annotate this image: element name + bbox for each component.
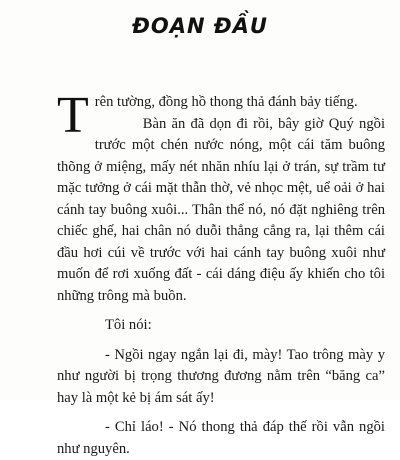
opening-paragraph bbox=[57, 87, 385, 144]
paragraph-toi-noi: Tôi nói: bbox=[105, 317, 152, 333]
drop-cap: T bbox=[57, 87, 89, 144]
opening-line: rên tường, đồng hồ thong thả đánh bảy tiếng. bbox=[94, 94, 358, 110]
chapter-body bbox=[57, 87, 385, 460]
paragraph-dialog-1: - Ngồi ngay ngắn lại đi, mày! Tao trông mày y như người bị trọng thương đương nằm trên “băng ca” hay là một kẻ bị ám sát ấy! bbox=[57, 346, 385, 406]
chapter-title: ĐOẠN ĐẦU bbox=[132, 14, 268, 38]
paragraph-dialog-2: - Chỉ láo! - Nó thong thả đáp thế rồi vẫn ngồi như nguyên. bbox=[57, 419, 385, 457]
paragraph-description: Bàn ăn đã dọn đi rồi, bây giờ Quý ngồi trước một chén nước nóng, một cái tăm buông thõng ở miệng, mấy nét nhăn nhíu lại ở trán, sự trầm tư mặc tưởng ở cái mặt thẫn thờ, vẻ nhọc mệt, uể oải ở hai cánh tay buông xuôi... Thân thể nó, nó đặt nghiêng trên chiếc ghế, hai chân nó duỗi thẳng cẳng ra, lại thêm cái đầu hơi cúi về trước với hai cánh tay buông xuôi như muốn để rơi xuống đất - cái dáng điệu ấy khiến cho tôi những trông mà buồn. bbox=[57, 115, 385, 304]
